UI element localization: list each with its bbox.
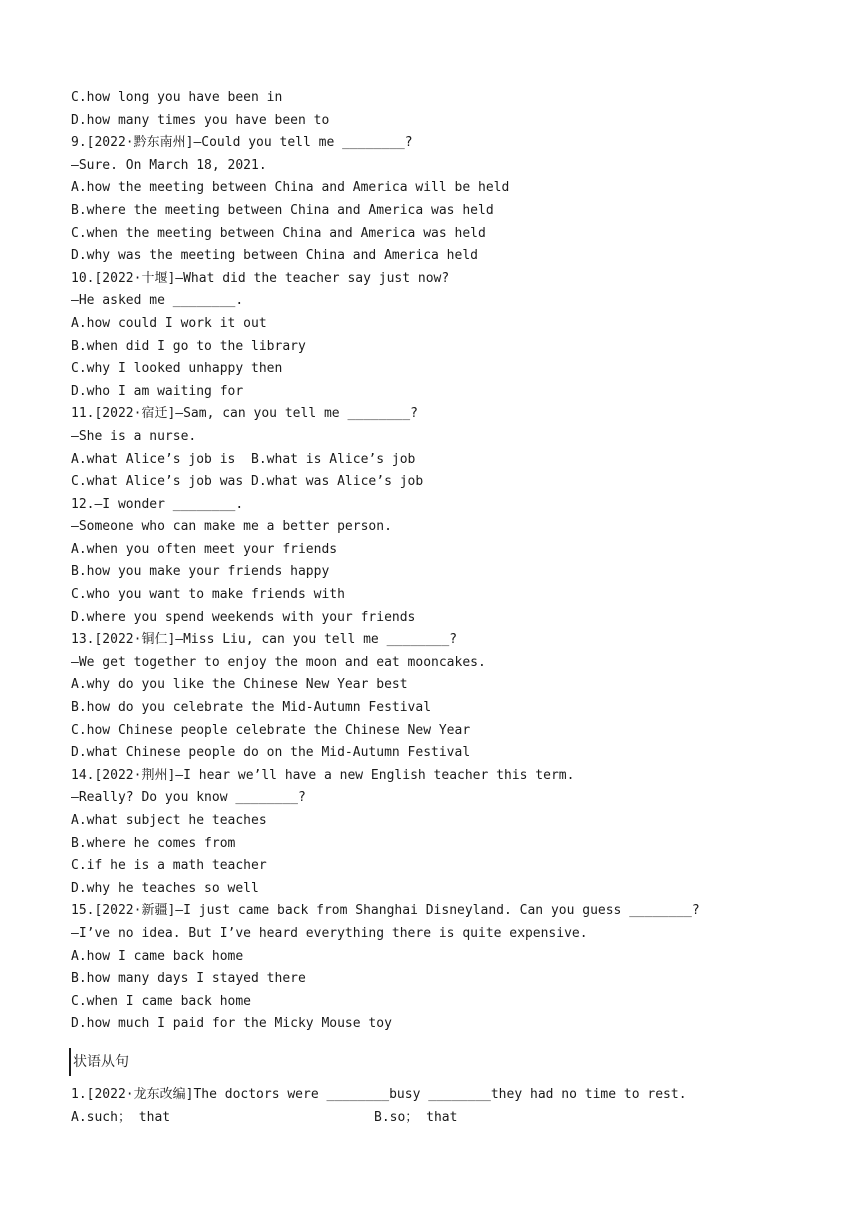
line: D.what Chinese people do on the Mid-Autumn Festival: [71, 745, 471, 761]
question-15: 15.[2022·新疆]—I just came back from Shanghai Disneyland. Can you guess ________?: [71, 903, 700, 919]
question-10: 10.[2022·十堰]—What did the teacher say just now?: [71, 270, 450, 286]
line: —She is a nurse.: [71, 428, 197, 444]
line: C.who you want to make friends with: [71, 587, 345, 603]
line: B.where the meeting between China and America was held: [71, 202, 494, 218]
question-14: 14.[2022·荆州]—I hear we’ll have a new English teacher this term.: [71, 767, 575, 783]
line: A.why do you like the Chinese New Year best: [71, 677, 408, 693]
line: D.where you spend weekends with your friends: [71, 609, 416, 625]
option-a: A.such； that: [71, 1109, 171, 1125]
line: D.how much I paid for the Micky Mouse toy: [71, 1016, 392, 1032]
line: B.how do you celebrate the Mid-Autumn Festival: [71, 700, 432, 716]
line: B.how you make your friends happy: [71, 564, 330, 580]
question-11: 11.[2022·宿迁]—Sam, can you tell me ________?: [71, 406, 418, 422]
line: —He asked me ________.: [71, 293, 244, 309]
line: A.what Alice’s job is B.what is Alice’s job: [71, 451, 416, 467]
line: D.who I am waiting for: [71, 383, 244, 399]
line: C.when the meeting between China and America was held: [71, 225, 486, 241]
line: D.how many times you have been to: [71, 112, 330, 128]
line: D.why he teaches so well: [71, 880, 259, 896]
line: —Someone who can make me a better person.: [71, 519, 392, 535]
line: B.how many days I stayed there: [71, 971, 306, 987]
question-13: 13.[2022·铜仁]—Miss Liu, can you tell me ________?: [71, 632, 458, 648]
line: —I’ve no idea. But I’ve heard everything there is quite expensive.: [71, 925, 588, 941]
line: C.what Alice’s job was D.what was Alice’s job: [71, 474, 424, 490]
line: D.why was the meeting between China and America held: [71, 248, 478, 264]
line: C.why I looked unhappy then: [71, 361, 283, 377]
options-row: [71, 1107, 811, 1130]
question-9: 9.[2022·黔东南州]—Could you tell me ________?: [71, 135, 413, 151]
line: C.if he is a math teacher: [71, 858, 267, 874]
line: —Really? Do you know ________?: [71, 790, 306, 806]
document-page: [71, 87, 811, 1129]
line: C.how long you have been in: [71, 90, 283, 105]
line: —We get together to enjoy the moon and eat mooncakes.: [71, 654, 486, 670]
question-12: 12.—I wonder ________.: [71, 496, 244, 512]
line: A.what subject he teaches: [71, 813, 267, 828]
section-heading: 状语从句: [69, 1048, 811, 1076]
line: B.when did I go to the library: [71, 338, 306, 354]
line: A.how I came back home: [71, 948, 244, 964]
line: A.how the meeting between China and America will be held: [71, 180, 510, 196]
line: A.when you often meet your friends: [71, 541, 338, 557]
question-1: 1.[2022·龙东改编]The doctors were ________busy ________they had no time to rest.: [71, 1086, 687, 1102]
line: —Sure. On March 18, 2021.: [71, 157, 267, 173]
line: C.when I came back home: [71, 993, 252, 1009]
line: B.where he comes from: [71, 835, 236, 851]
line: C.how Chinese people celebrate the Chinese New Year: [71, 722, 471, 738]
option-b: B.so； that: [374, 1109, 458, 1125]
line: A.how could I work it out: [71, 315, 267, 331]
